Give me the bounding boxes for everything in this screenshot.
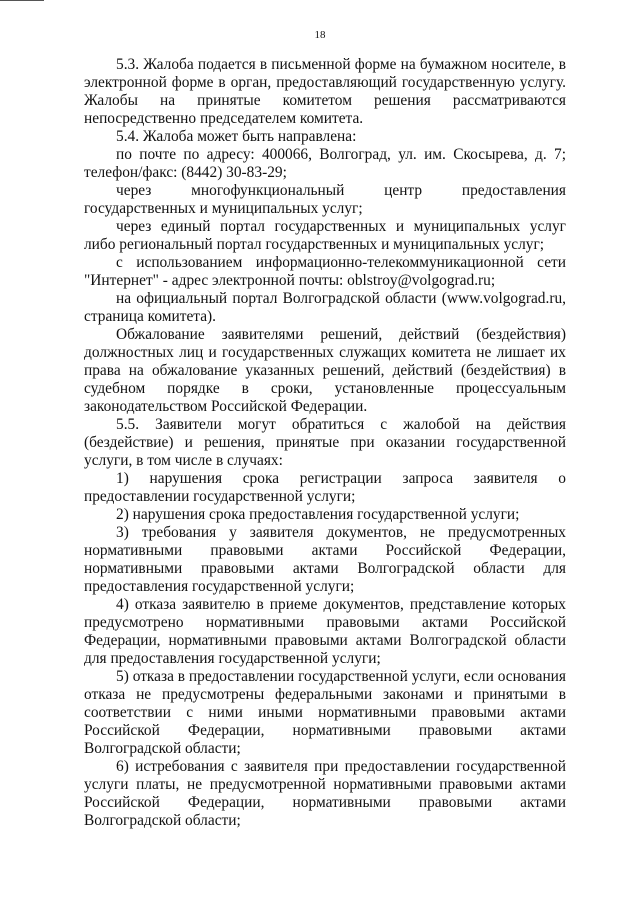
paragraph-5-4: 5.4. Жалоба может быть направлена:: [116, 128, 357, 145]
list-item-2: 2) нарушения срока предоставления государственной услуги;: [116, 506, 520, 523]
paragraph-postal-address: по почте по адресу: 400066, Волгоград, ул. им. Скосырева, д. 7; телефон/факс: (8442) 30-83-29;: [84, 146, 566, 181]
paragraph-5-5: 5.5. Заявители могут обратиться с жалобой на действия (бездействие) и решения, принятые при оказании государственной услуги, в том числе в случаях:: [84, 416, 566, 469]
paragraph-5-3: 5.3. Жалоба подается в письменной форме на бумажном носителе, в электронной форме в орган, предоставляющий государственную услугу. Жалобы на принятые комитетом решения рассматриваются непосредственно председателем комитета.: [84, 56, 566, 127]
list-item-1: 1) нарушения срока регистрации запроса заявителя о предоставлении государственной услуги;: [84, 470, 566, 505]
paragraph-mfc: через многофункциональный центр предоставления государственных и муниципальных услуг;: [84, 182, 566, 217]
paragraph-email: с использованием информационно-телекоммуникационной сети "Интернет" - адрес электронной почты: oblstroy@volgograd.ru;: [84, 254, 566, 289]
list-item-4: 4) отказа заявителю в приеме документов, представление которых предусмотрено нормативными правовыми актами Российской Федерации, нормативными правовыми актами Волгоградской области для предоставления государственной услуги;: [84, 596, 566, 667]
paragraph-official-portal: на официальный портал Волгоградской области (www.volgograd.ru, страница комитета).: [84, 290, 566, 325]
document-body: [84, 56, 566, 830]
list-item-5: 5) отказа в предоставлении государственной услуги, если основания отказа не предусмотрены федеральными законами и принятыми в соответствии с ними иными нормативными правовыми актами Российской Федерации, нормативными правовыми актами Волгоградской области;: [84, 668, 566, 757]
list-item-3: 3) требования у заявителя документов, не предусмотренных нормативными правовыми актами Российской Федерации, нормативными правовыми актами Волгоградской области для предоставления государственной услуги;: [84, 524, 566, 595]
corner-scan-line: [0, 0, 44, 1]
paragraph-appeal-rights: Обжалование заявителями решений, действий (бездействия) должностных лиц и государственных служащих комитета не лишает их права на обжалование указанных решений, действий (бездействия) в судебном порядке в сроки, установленные процессуальным законодательством Российской Федерации.: [84, 326, 566, 415]
page-number: 18: [314, 29, 326, 41]
list-item-6: 6) истребования с заявителя при предоставлении государственной услуги платы, не предусмотренной нормативными правовыми актами Российской Федерации, нормативными правовыми актами Волгоградской области;: [84, 758, 566, 829]
paragraph-portal: через единый портал государственных и муниципальных услуг либо региональный портал государственных и муниципальных услуг;: [84, 218, 566, 253]
